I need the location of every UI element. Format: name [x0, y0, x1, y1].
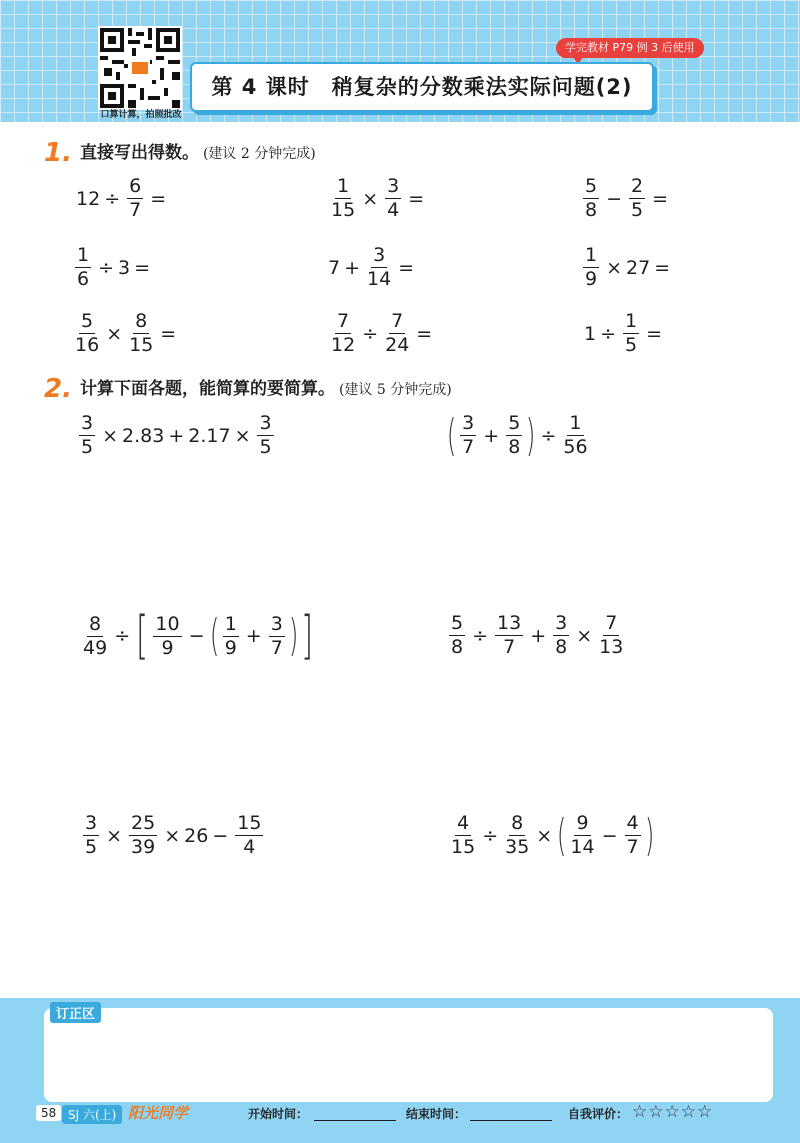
calc-item-2	[328, 175, 428, 222]
section1-title: 直接写出得数。	[79, 143, 199, 163]
left-bracket: [	[136, 606, 149, 666]
fraction: $\frac{1}{6}$	[77, 244, 90, 290]
calc-item-8	[328, 310, 436, 357]
self-rating-label: 自我评价：	[568, 1107, 629, 1121]
operator: ×	[102, 424, 119, 447]
fraction: $\frac{8}{49}$	[83, 612, 108, 659]
operator: ×	[106, 322, 123, 345]
section2-note: (建议 5 分钟完成)	[338, 382, 452, 398]
equals-sign: =	[654, 256, 671, 279]
brand-logo: 阳光同学	[128, 1104, 189, 1122]
qr-caption: 口算计算，拍照批改	[100, 110, 182, 120]
operator: ×	[106, 824, 123, 847]
section1-note: (建议 2 分钟完成)	[202, 146, 316, 162]
fraction: $\frac{7}{12}$	[331, 310, 356, 356]
fraction: $\frac{2}{5}$	[631, 175, 644, 221]
grade-badge: SJ 六(上)	[62, 1105, 122, 1124]
operator: ×	[164, 824, 181, 847]
usage-note-badge: 学完教材 P79 例 3 后使用	[556, 38, 704, 58]
fraction: $\frac{6}{7}$	[129, 175, 142, 221]
fraction: $\frac{13}{7}$	[497, 612, 522, 658]
section2-title: 计算下面各题，能简算的要简算。	[79, 379, 335, 399]
equals-sign: =	[134, 256, 151, 279]
operator: +	[344, 256, 361, 279]
fraction: $\frac{1}{5}$	[625, 310, 638, 356]
qr-code-graphic	[100, 28, 180, 108]
left-paren: (	[446, 409, 457, 461]
problem-1	[76, 412, 277, 459]
equals-sign: =	[398, 256, 415, 279]
left-paren: (	[557, 809, 567, 861]
calc-item-6	[580, 244, 674, 291]
fraction: $\frac{3}{4}$	[387, 175, 400, 221]
right-paren: )	[644, 809, 654, 861]
operator: +	[245, 625, 262, 647]
fraction: $\frac{1}{9}$	[224, 612, 237, 659]
fraction: $\frac{25}{39}$	[131, 812, 156, 858]
fraction: $\frac{3}{7}$	[462, 412, 475, 458]
operator: ÷	[98, 256, 115, 279]
operator: +	[483, 424, 500, 447]
equals-sign: =	[160, 322, 177, 345]
number: 2.83	[122, 424, 165, 447]
lesson-title-box	[190, 62, 654, 112]
operator: +	[168, 424, 185, 447]
fraction: $\frac{3}{5}$	[81, 412, 94, 458]
operator: +	[530, 624, 547, 647]
section1-heading	[44, 138, 316, 168]
fraction: $\frac{3}{7}$	[270, 612, 283, 659]
fraction: $\frac{7}{13}$	[599, 612, 624, 658]
fraction: $\frac{9}{14}$	[570, 812, 595, 858]
operator: ×	[362, 187, 379, 210]
operator: −	[188, 625, 205, 647]
operator: ×	[576, 624, 593, 647]
calc-item-9	[584, 310, 666, 357]
fraction: $\frac{3}{14}$	[367, 244, 392, 290]
calc-item-3	[580, 175, 672, 222]
section1-number: 1.	[44, 138, 72, 168]
equals-sign: =	[150, 187, 167, 210]
star-rating[interactable]: ☆☆☆☆☆	[632, 1102, 714, 1122]
correction-area[interactable]	[44, 1008, 773, 1102]
problem-3	[80, 606, 315, 666]
correction-label: 订正区	[50, 1002, 101, 1023]
equals-sign: =	[646, 322, 663, 345]
number: 27	[626, 256, 651, 279]
lesson-label: 第 4 课时	[211, 75, 310, 99]
operator: ÷	[482, 824, 499, 847]
number: 3	[118, 256, 131, 279]
number: 7	[328, 256, 341, 279]
fraction: $\frac{1}{56}$	[563, 412, 588, 458]
operator: −	[212, 824, 229, 847]
fraction: $\frac{5}{16}$	[75, 310, 100, 356]
fraction: $\frac{15}{4}$	[237, 812, 262, 858]
start-time-label: 开始时间：	[248, 1107, 309, 1121]
section2-heading	[44, 374, 452, 404]
fraction: $\frac{3}{5}$	[259, 412, 272, 458]
operator: ÷	[540, 424, 557, 447]
lesson-topic: 稍复杂的分数乘法实际问题(2)	[331, 75, 633, 99]
end-time-field[interactable]	[470, 1120, 552, 1121]
calc-item-7	[72, 310, 180, 357]
fraction: $\frac{5}{8}$	[508, 412, 521, 458]
section2-number: 2.	[44, 374, 72, 404]
operator: ÷	[362, 322, 379, 345]
fraction: $\frac{8}{15}$	[129, 310, 154, 356]
number: 26	[184, 824, 209, 847]
problem-2	[446, 409, 591, 461]
end-time-label: 结束时间：	[406, 1107, 467, 1121]
fraction: $\frac{1}{15}$	[331, 175, 356, 221]
operator: ÷	[472, 624, 489, 647]
operator: ÷	[600, 322, 617, 345]
right-paren: )	[288, 610, 299, 661]
fraction: $\frac{8}{35}$	[505, 812, 530, 858]
equals-sign: =	[408, 187, 425, 210]
operator: ÷	[104, 187, 121, 210]
footer	[0, 1103, 800, 1143]
fraction: $\frac{3}{5}$	[85, 812, 98, 858]
right-bracket: ]	[301, 606, 314, 666]
number: 2.17	[188, 424, 231, 447]
fraction: $\frac{5}{8}$	[585, 175, 598, 221]
number: 1	[584, 322, 597, 345]
problem-4	[446, 612, 626, 659]
fraction: $\frac{4}{7}$	[626, 812, 639, 858]
equals-sign: =	[416, 322, 433, 345]
calc-item-1	[76, 175, 170, 222]
number: 12	[76, 187, 101, 210]
operator: −	[601, 824, 618, 847]
calc-item-5	[328, 244, 418, 291]
operator: −	[606, 187, 623, 210]
problem-6	[448, 809, 655, 861]
fraction: $\frac{1}{9}$	[585, 244, 598, 290]
equals-sign: =	[652, 187, 669, 210]
operator: ÷	[114, 625, 131, 647]
fraction: $\frac{7}{24}$	[385, 310, 410, 356]
qr-code[interactable]	[98, 26, 182, 110]
operator: ×	[606, 256, 623, 279]
fraction: $\frac{5}{8}$	[451, 612, 464, 658]
page-number: 58	[36, 1105, 61, 1121]
lesson-title	[192, 64, 652, 110]
left-paren: (	[209, 610, 219, 661]
start-time-field[interactable]	[314, 1120, 396, 1121]
fraction: $\frac{4}{15}$	[451, 812, 476, 858]
fraction: $\frac{10}{9}$	[155, 612, 180, 659]
operator: ×	[536, 824, 553, 847]
operator: ×	[234, 424, 251, 447]
fraction: $\frac{3}{8}$	[555, 612, 568, 658]
right-paren: )	[526, 409, 536, 461]
problem-5	[80, 812, 266, 859]
calc-item-4	[72, 244, 154, 291]
